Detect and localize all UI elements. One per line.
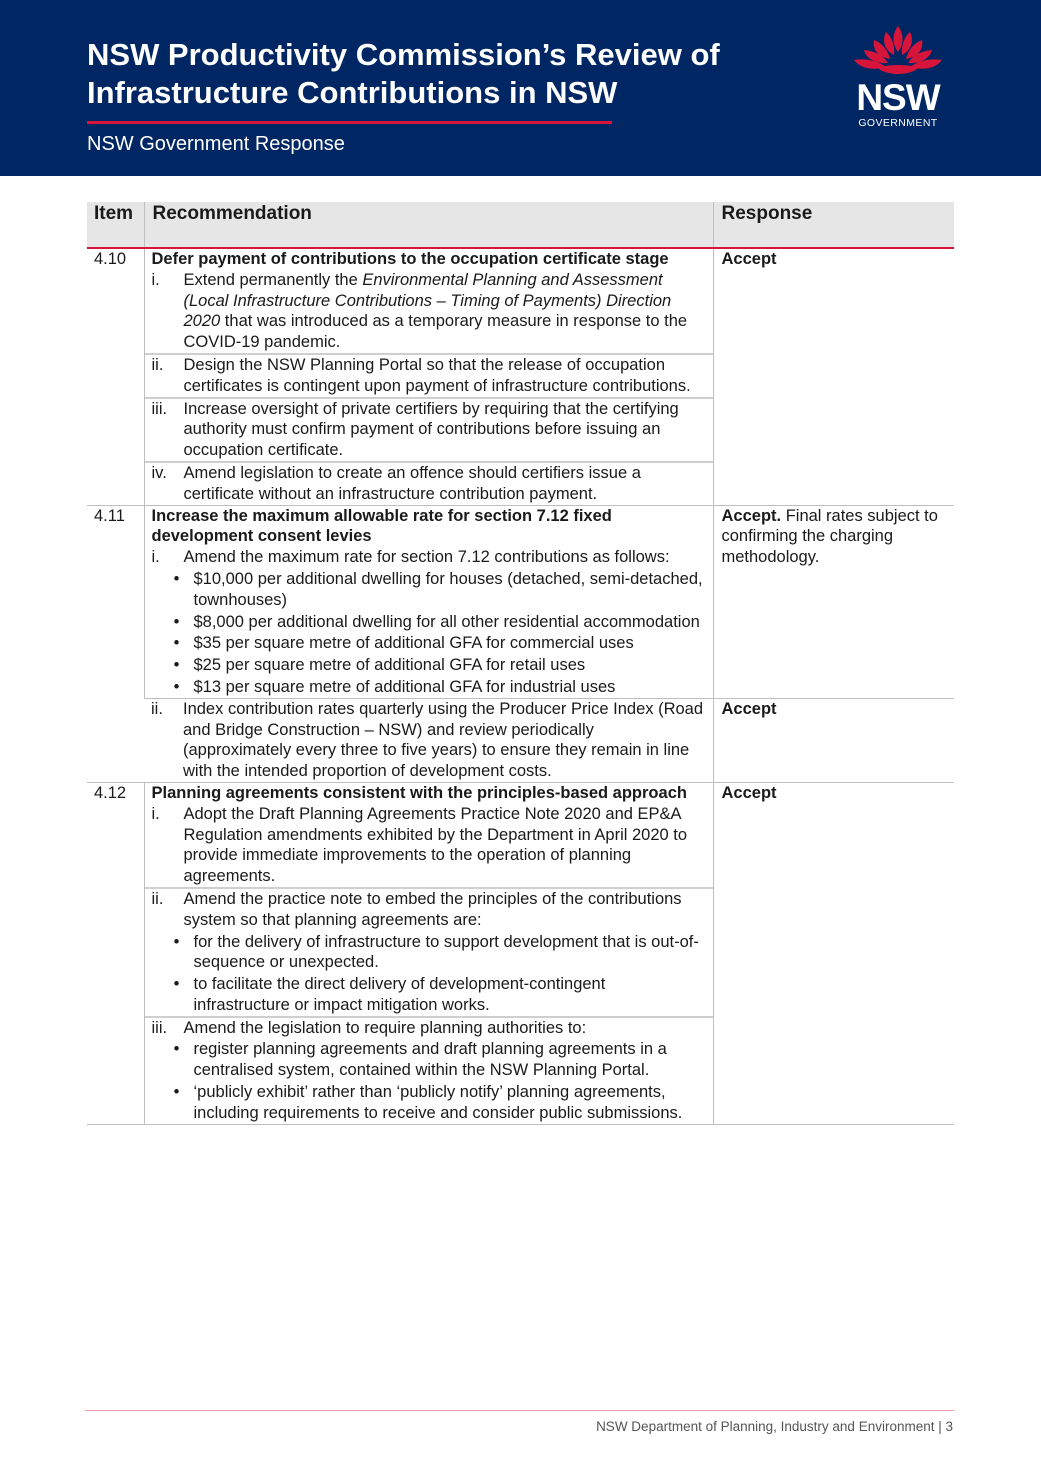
sub-number: ii.: [151, 889, 164, 908]
list-item: [152, 612, 706, 633]
bullet-icon: •: [173, 932, 180, 951]
logo-wordmark: NSW: [856, 77, 940, 118]
list-item: [152, 655, 706, 676]
bullet-icon: •: [173, 1040, 180, 1059]
sub-recommendation: [145, 804, 713, 887]
title-underline: [87, 121, 612, 124]
sub-recommendation: [145, 547, 713, 568]
bullet-icon: •: [173, 612, 180, 631]
sub-number: iii.: [151, 1018, 168, 1037]
sub-number: ii.: [151, 699, 163, 718]
footer-divider: [85, 1410, 954, 1411]
sub-number: iv.: [151, 463, 167, 482]
waratah-flower-icon: [848, 24, 948, 80]
bullet-icon: •: [173, 1083, 180, 1102]
sub-number: i.: [151, 804, 160, 823]
footer-page-label: NSW Department of Planning, Industry and Environment | 3: [596, 1419, 953, 1434]
response-text: Accept.: [721, 506, 782, 525]
sub-text: [184, 270, 706, 353]
header-banner: [0, 0, 1041, 176]
sub-text: Amend the legislation to require planning authorities to:: [183, 1018, 587, 1037]
list-item: [152, 569, 706, 611]
sub-number: iii.: [151, 399, 168, 418]
sub-text-part: that was introduced as a temporary measure in response to the COVID-19 pandemic.: [183, 312, 688, 352]
sub-recommendation: [145, 887, 713, 1016]
list-item-text: ‘publicly exhibit’ rather than ‘publicly notify’ planning agreements, including requirements to receive and consider public submissions.: [193, 1083, 683, 1122]
recommendation-title: Defer payment of contributions to the occupation certificate stage: [151, 250, 669, 268]
list-item: [152, 974, 706, 1016]
list-item: [152, 932, 706, 974]
item-number: 4.11: [87, 505, 144, 782]
response-cell: [713, 248, 954, 505]
list-item: [152, 677, 706, 698]
bullet-icon: •: [173, 569, 180, 588]
logo-government-label: GOVERNMENT: [858, 117, 938, 129]
bullet-icon: •: [173, 677, 180, 696]
sub-recommendation: [145, 461, 713, 505]
sub-recommendation: [145, 353, 713, 397]
sub-text: Adopt the Draft Planning Agreements Practice Note 2020 and EP&A Regulation amendments exhibited by the Department in April 2020 to provide immediate improvements to the operation of planning agreements.: [183, 804, 688, 886]
table-row-4-10: [87, 248, 954, 505]
sub-recommendation: [144, 699, 713, 782]
sub-text: Amend the maximum rate for section 7.12 contributions as follows:: [183, 548, 670, 567]
sub-text: Design the NSW Planning Portal so that the release of occupation certificates is contingent upon payment of infrastructure contributions.: [183, 355, 691, 395]
list-item-text: to facilitate the direct delivery of development-contingent infrastructure or impact mitigation works.: [193, 975, 606, 1014]
sub-recommendation: [145, 397, 713, 461]
recommendation-cell: [144, 248, 713, 505]
document-subtitle: NSW Government Response: [87, 133, 345, 155]
bullet-icon: •: [173, 634, 180, 653]
nsw-government-logo: [848, 24, 948, 134]
item-number: 4.10: [87, 248, 144, 505]
response-text: Accept: [721, 783, 777, 802]
table-row-4-11-ii: [87, 698, 954, 782]
document-title: [87, 36, 807, 112]
sub-text: Increase oversight of private certifiers by requiring that the certifying authority must confirm payment of contributions before issuing an occupation certificate.: [183, 399, 679, 460]
sub-heading: [152, 1018, 706, 1039]
response-cell: [713, 782, 954, 1124]
list-item: [152, 1082, 706, 1124]
recommendation-cell: [144, 782, 713, 1124]
table-row-4-11: [87, 505, 954, 698]
response-text: Accept: [721, 250, 777, 268]
list-item: [152, 633, 706, 654]
list-item: [152, 1039, 706, 1081]
header-item: Item: [87, 202, 144, 248]
sub-number: i.: [151, 548, 160, 567]
item-number: 4.12: [87, 782, 144, 1124]
recommendation-cell: [144, 505, 713, 698]
direction-title: Environmental Planning and Assessment (Local Infrastructure Contributions – Timing of Payments) Direction 2020: [183, 270, 672, 331]
list-item-text: $8,000 per additional dwelling for all other residential accommodation: [193, 612, 700, 631]
header-recommendation: Recommendation: [144, 202, 713, 248]
list-item-text: $25 per square metre of additional GFA for retail uses: [193, 656, 586, 675]
bullet-icon: •: [173, 975, 180, 994]
table-header-row: [87, 202, 954, 248]
response-note: Final rates subject to confirming the charging methodology.: [721, 506, 938, 567]
list-item-text: $35 per square metre of additional GFA for commercial uses: [193, 634, 634, 653]
sub-text: Index contribution rates quarterly using the Producer Price Index (Road and Bridge Construction – NSW) and review periodically (approximately every three to five years) to ensure they remain in line with the intended proportion of development costs.: [183, 699, 704, 781]
sub-recommendation: [145, 270, 713, 353]
header-response: Response: [713, 202, 954, 248]
rate-list: [152, 569, 706, 698]
list-item-text: $13 per square metre of additional GFA for industrial uses: [193, 677, 616, 696]
table-row-4-12: [87, 782, 954, 1124]
response-cell: [713, 698, 954, 782]
sub-text: Amend the practice note to embed the principles of the contributions system so that planning agreements are:: [183, 889, 682, 929]
list-item-text: register planning agreements and draft planning agreements in a centralised system, contained within the NSW Planning Portal.: [193, 1040, 667, 1080]
title-line-1: NSW Productivity Commission’s Review of: [87, 37, 720, 72]
title-line-2: Infrastructure Contributions in NSW: [87, 75, 618, 110]
recommendation-title: Increase the maximum allowable rate for section 7.12 fixed development consent levies: [151, 506, 612, 546]
list-item-text: $10,000 per additional dwelling for houses (detached, semi-detached, townhouses): [193, 569, 703, 609]
response-cell: [713, 505, 954, 698]
bullet-icon: •: [173, 656, 180, 675]
list-item-text: for the delivery of infrastructure to support development that is out-of-sequence or unexpected.: [193, 932, 699, 972]
recommendation-cell: [144, 698, 713, 782]
recommendation-title: Planning agreements consistent with the principles-based approach: [151, 783, 687, 802]
sub-recommendation: [145, 1016, 713, 1124]
sub-number: i.: [151, 270, 160, 289]
response-text: Accept: [721, 699, 777, 718]
sub-heading: [152, 889, 706, 931]
sub-number: ii.: [151, 355, 164, 374]
sub-text: Amend legislation to create an offence should certifiers issue a certificate without an infrastructure contribution payment.: [183, 463, 641, 503]
recommendations-table: [87, 202, 954, 1125]
sub-text-part: Extend permanently the: [183, 270, 363, 289]
